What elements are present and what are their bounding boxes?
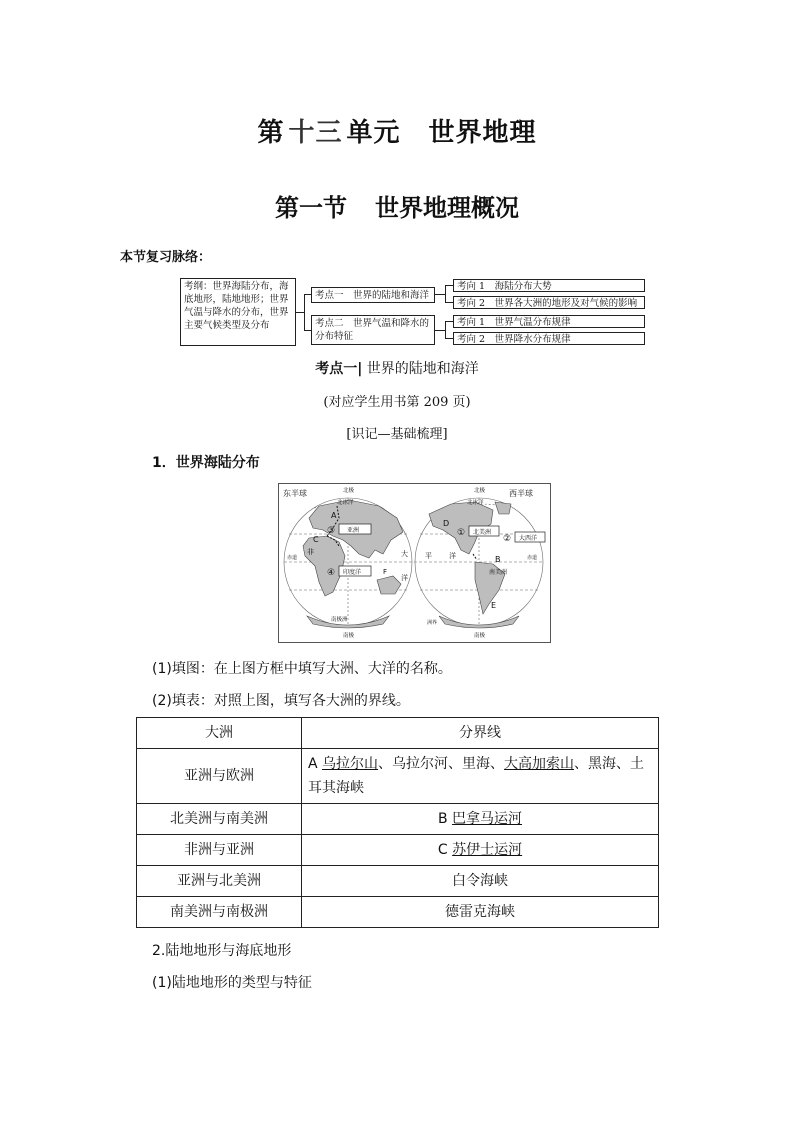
map-letter-F: F <box>383 568 388 576</box>
greenland-landmass <box>495 502 511 514</box>
table-row <box>137 835 659 866</box>
australia-landmass <box>377 576 401 594</box>
kaodian-label: 考点一 <box>315 361 358 377</box>
unit-title <box>0 112 794 149</box>
world-hemispheres-map <box>278 483 551 643</box>
mindmap-direction-2-1: 考向 1 世界气温分布规律 <box>453 315 645 328</box>
table-row <box>137 749 659 804</box>
map-equator-west: 赤道 <box>527 555 538 561</box>
table-header: 大洲 <box>137 718 302 749</box>
heading-world-land-sea: 1．世界海陆分布 <box>152 455 260 471</box>
answer-underline: 巴拿马运河 <box>452 811 523 827</box>
heading-land-landform-types: (1)陆地地形的类型与特征 <box>152 975 312 991</box>
map-north-pole-west: 北极 <box>474 488 486 494</box>
table-row <box>137 897 659 928</box>
map-circle-2: ② <box>503 534 512 544</box>
mindmap-root: 考纲：世界海陆分布，海底地形，陆地地形；世界气温与降水的分布，世界主要气候类型及分布 <box>180 278 296 346</box>
table-cell-continents: 亚洲与北美洲 <box>137 866 302 897</box>
table-cell-continents: 北美洲与南美洲 <box>137 804 302 835</box>
mindmap-direction-2-2: 考向 2 世界降水分布规律 <box>453 332 645 345</box>
unit-number: 十三 <box>284 112 346 149</box>
unit-subject: 世界地理 <box>428 118 537 148</box>
map-west-label: 西半球 <box>509 489 533 498</box>
review-mindmap <box>180 276 650 350</box>
table-cell-boundary: 白令海峡 <box>302 866 659 897</box>
answer-underline: 乌拉尔山 <box>322 756 379 772</box>
map-ocean-char-da: 大 <box>401 550 408 558</box>
map-arctic-west: 北冰洋 <box>467 500 484 506</box>
map-south-pole-east: 南极 <box>343 633 355 639</box>
question-1: (1)填图：在上图方框中填写大洲、大洋的名称。 <box>152 661 452 677</box>
map-arctic-east: 北冰洋 <box>337 500 354 506</box>
kaodian-title: 世界的陆地和海洋 <box>366 361 479 377</box>
map-equator-east: 赤道 <box>287 555 298 561</box>
unit-prefix: 第 <box>257 118 285 148</box>
map-africa-char: 非 <box>307 548 314 556</box>
map-box-atlantic: 大西洋 <box>519 535 538 542</box>
mindmap-point-2: 考点二 世界气温和降水的分布特征 <box>311 315 435 345</box>
map-letter-C: C <box>313 535 319 544</box>
table-header-row <box>137 718 659 749</box>
map-east-label: 东半球 <box>283 489 307 498</box>
map-box-indian: 印度洋 <box>343 569 362 576</box>
section-label: 第一节 <box>275 194 347 222</box>
table-row <box>137 866 659 897</box>
map-south-america-label: 南美洲 <box>489 569 508 576</box>
table-cell-boundary: C 苏伊士运河 <box>302 835 659 866</box>
table-cell-boundary: B 巴拿马运河 <box>302 804 659 835</box>
map-circle-4: ④ <box>327 568 336 578</box>
table-cell-continents: 南美洲与南极洲 <box>137 897 302 928</box>
map-antarctica-label: 南极洲 <box>331 617 348 623</box>
map-south-pole-west: 南极 <box>474 633 486 639</box>
map-north-pole-east: 北极 <box>343 488 355 494</box>
map-box-north-america: 北美洲 <box>473 529 492 536</box>
kaodian-heading: 考点一| 世界的陆地和海洋 <box>315 361 479 377</box>
map-circle-3: ③ <box>327 526 336 536</box>
map-letter-B: B <box>495 555 501 564</box>
basic-review-label: [识记—基础梳理] <box>346 427 448 442</box>
mindmap-direction-1-2: 考向 2 世界各大洲的地形及对气候的影响 <box>453 296 645 309</box>
map-legend: 洲界 <box>427 620 438 626</box>
table-cell-boundary: 德雷克海峡 <box>302 897 659 928</box>
section-name: 世界地理概况 <box>375 194 519 222</box>
table-header: 分界线 <box>302 718 659 749</box>
section-title <box>0 188 794 223</box>
panama-boundary <box>473 554 477 560</box>
map-ocean-char-xu: 洋 <box>449 552 456 560</box>
map-letter-D: D <box>443 519 450 528</box>
heading-landforms: 2.陆地地形与海底地形 <box>152 943 292 959</box>
answer-underline: 大高加索山 <box>504 756 575 772</box>
mindmap-point-1: 考点一 世界的陆地和海洋 <box>311 287 435 303</box>
map-ocean-char-ping: 平 <box>425 552 432 560</box>
answer-underline: 苏伊士运河 <box>452 842 523 858</box>
unit-suffix: 单元 <box>346 118 401 148</box>
mindmap-direction-1-1: 考向 1 海陆分布大势 <box>453 279 645 292</box>
table-cell-boundary: A 乌拉尔山、乌拉尔河、里海、大高加索山、黑海、土耳其海峡 <box>302 749 659 804</box>
table-cell-continents: 非洲与亚洲 <box>137 835 302 866</box>
table-cell-continents: 亚洲与欧洲 <box>137 749 302 804</box>
map-ocean-char-yang: 洋 <box>401 574 408 582</box>
map-circle-1: ① <box>457 528 466 538</box>
map-box-asia: 亚洲 <box>347 527 360 534</box>
question-2: (2)填表：对照上图，填写各大洲的界线。 <box>152 693 410 709</box>
map-letter-E: E <box>491 601 497 610</box>
table-row <box>137 804 659 835</box>
continent-boundary-table <box>136 717 659 928</box>
review-label: 本节复习脉络： <box>120 250 212 265</box>
map-letter-A: A <box>331 511 337 520</box>
textbook-reference: (对应学生用书第 209 页) <box>323 395 471 410</box>
